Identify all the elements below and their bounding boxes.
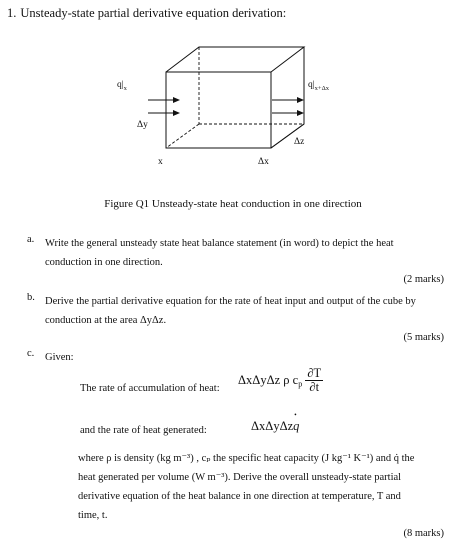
part-a-marks: (2 marks) — [403, 274, 444, 285]
label-qx-dx: $q|_{x+\Delta x}$ — [308, 80, 330, 92]
label-dx: Δx — [258, 157, 269, 167]
generation-equation: ΔxΔyΔz• q — [251, 419, 299, 434]
generation-label: and the rate of heat generated: — [80, 425, 207, 436]
cube-right-face — [271, 47, 304, 148]
accumulation-equation: ΔxΔyΔz ρ $c_p$ $\frac{\partial T}{\partial t}$ — [238, 366, 322, 394]
partial-fraction: $\frac{\partial T}{\partial t}$ — [307, 366, 322, 394]
label-dy: Δy — [137, 120, 148, 130]
figure-caption: Figure Q1 Unsteady-state heat conduction in one direction — [104, 198, 362, 210]
cube-top-face — [166, 47, 304, 72]
part-b-marks: (5 marks) — [403, 332, 444, 343]
part-c-given: Given: — [45, 352, 74, 363]
label-dz: Δz — [294, 137, 305, 147]
arrowhead-in-top — [173, 97, 180, 103]
arrowhead-out-bottom — [297, 110, 304, 116]
hidden-edge-depth — [166, 124, 199, 148]
label-qx: $q|_x$ — [117, 80, 127, 92]
part-a-letter: a. — [27, 234, 35, 245]
part-c-description: where ρ is density (kg m⁻³) , cₚ the specific heat capacity (J kg⁻¹ K⁻¹) and q̇ the heat generated per volume (W m⁻³). Derive the overall unsteady-state partial derivative equation of the heat balance in one direction at temperature, T and time, t. — [78, 453, 415, 521]
part-a-text: Write the general unsteady state heat balance statement (in word) to depict the heat conduction in one direction. — [45, 238, 394, 268]
label-x: x — [158, 157, 163, 167]
arrowhead-out-top — [297, 97, 304, 103]
accumulation-label: The rate of accumulation of heat: — [80, 383, 220, 394]
part-b-letter: b. — [27, 292, 35, 303]
part-c-letter: c. — [27, 348, 35, 359]
question-number: 1. — [7, 6, 17, 20]
cube-diagram — [0, 0, 466, 200]
arrowhead-in-bottom — [173, 110, 180, 116]
part-c-marks: (8 marks) — [403, 528, 444, 539]
question-title-text: Unsteady-state partial derivative equation derivation: — [20, 6, 287, 20]
part-b-text: Derive the partial derivative equation for the rate of heat input and output of the cube by conduction at the area ΔyΔz. — [45, 296, 416, 326]
